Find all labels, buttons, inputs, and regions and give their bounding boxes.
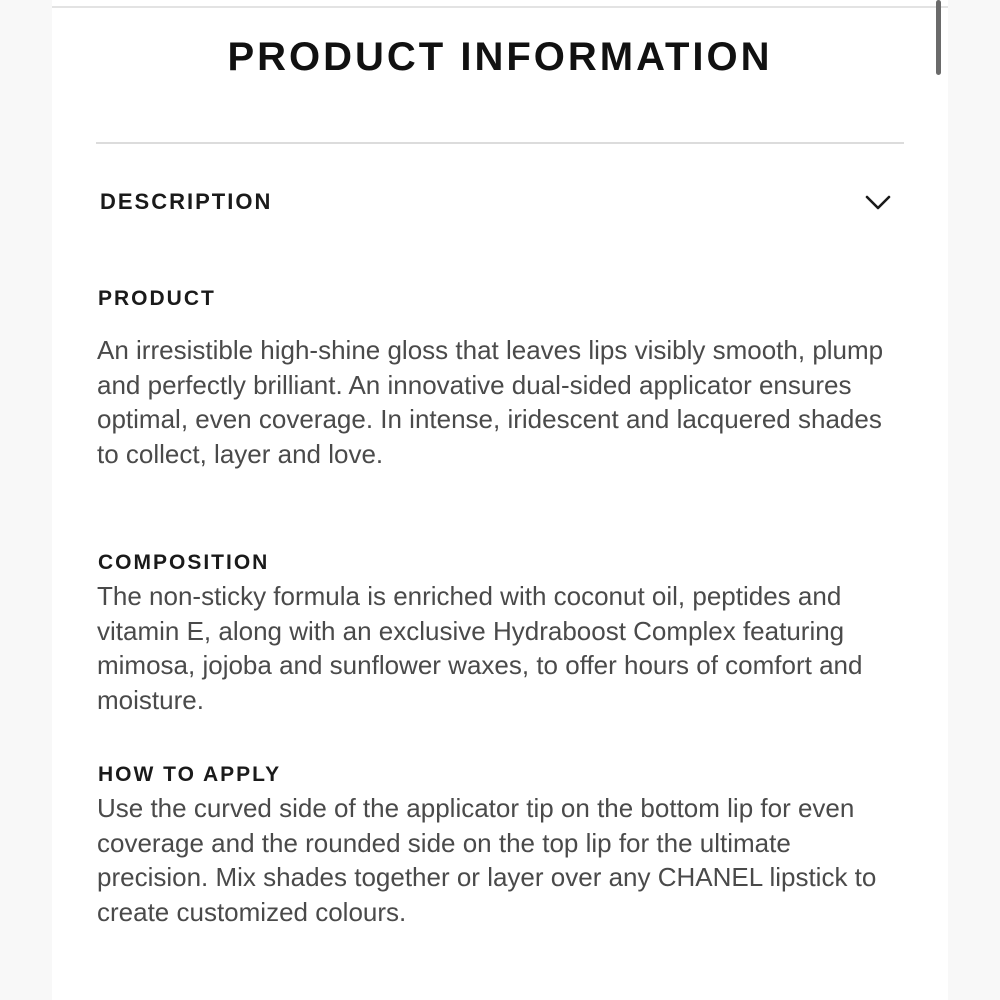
top-divider	[52, 6, 948, 8]
how-to-apply-description: Use the curved side of the applicator tip on the bottom lip for even coverage and the rounded side on the top lip for the ultimate precision. Mix shades together or layer over any CHANEL lipstick to create customized colours.	[97, 793, 877, 927]
product-heading: PRODUCT	[98, 287, 216, 310]
page-title: PRODUCT INFORMATION	[227, 35, 773, 79]
composition-heading: COMPOSITION	[98, 551, 270, 574]
description-accordion-toggle[interactable]	[96, 182, 904, 226]
composition-description: The non-sticky formula is enriched with coconut oil, peptides and vitamin E, along with an exclusive Hydraboost Complex featuring mimosa, jojoba and sunflower waxes, to offer hours of comfort and moisture.	[97, 581, 863, 715]
title-divider	[96, 142, 904, 144]
product-description: An irresistible high-shine gloss that leaves lips visibly smooth, plump and perfectly brilliant. An innovative dual-sided applicator ensures optimal, even coverage. In intense, iridescent and lacquered shades to collect, layer and love.	[97, 335, 884, 469]
how-to-apply-heading: HOW TO APPLY	[98, 763, 282, 786]
accordion-label: DESCRIPTION	[100, 189, 273, 214]
chevron-down-icon[interactable]	[864, 188, 892, 216]
